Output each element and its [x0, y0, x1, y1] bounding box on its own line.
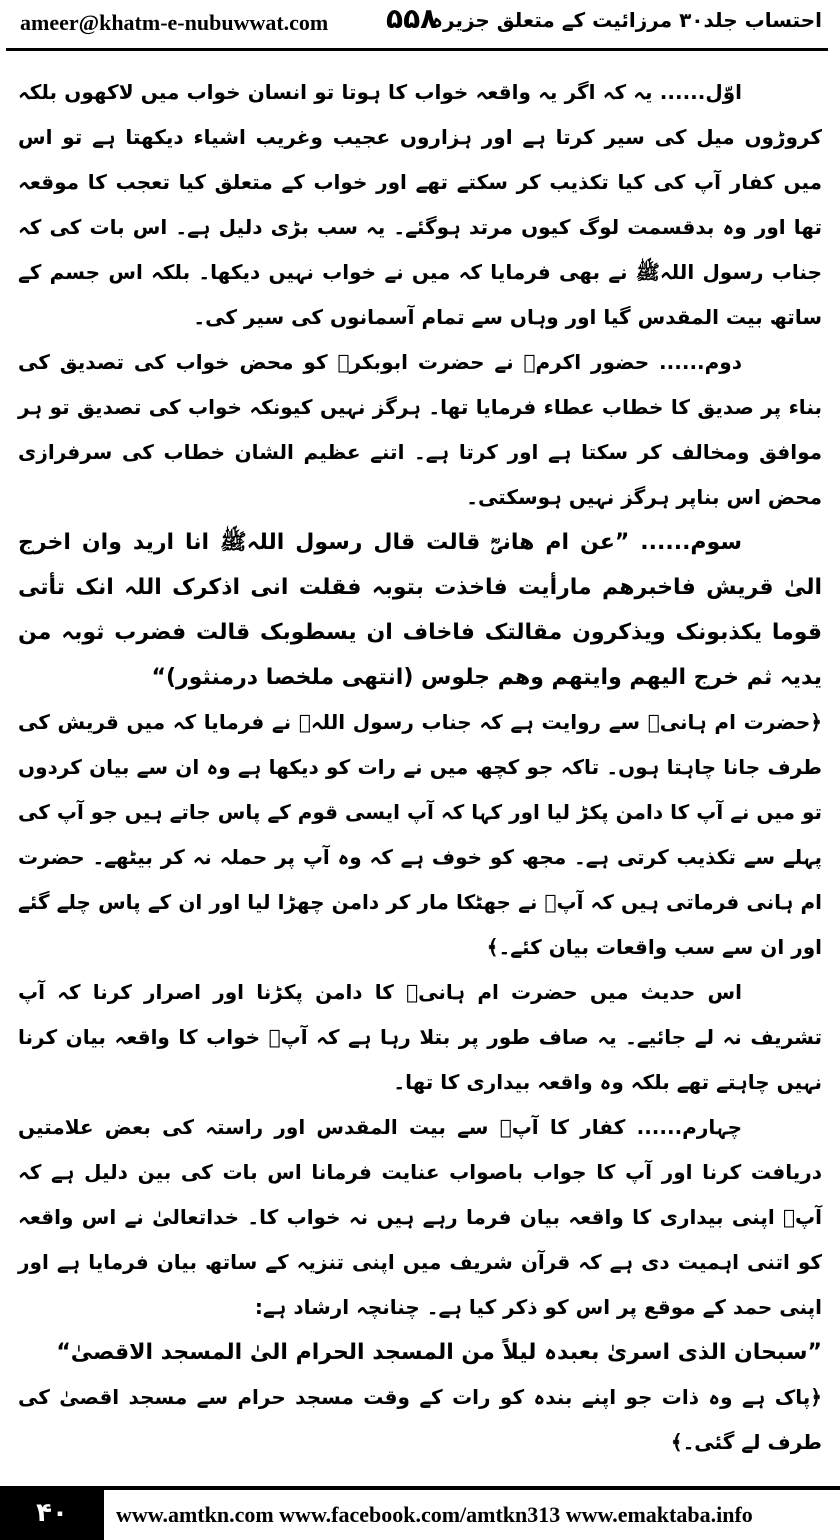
paragraph-text: یہ کہ اگر یہ واقعہ خواب کا ہوتا تو انسان خواب میں لاکھوں بلکہ کروڑوں میل کی سیر کرتا ہے اور ہزاروں عجیب وغریب اشیاء دیکھتا ہے تو اس میں کفار آپ کی کیا تکذیب کر سکتے تھے اور خواب کے متعلق کیا تعجب کا موقعہ تھا اور وہ بدقسمت لوگ کیوں مرتد ہوگئے۔ یہ سب بڑی دلیل ہے۔ اس بات کی کہ جناب رسول اللہﷺ نے بھی فرمایا کہ میں نے خواب نہیں دیکھا۔ بلکہ اس جسم کے ساتھ بیت المقدس گیا اور وہاں سے تمام آسمانوں کی سیر کی۔ — [18, 80, 822, 329]
footer-rule — [104, 1486, 840, 1490]
paragraph-text: کفار کا آپؐ سے بیت المقدس اور راستہ کی بعض علامتیں دریافت کرنا اور آپ کا جواب باصواب عنایت فرمانا اس بات کی بین دلیل ہے کہ آپؐ اپنی بیداری کا واقعہ بیان فرما رہے ہیں نہ خواب کا۔ خداتعالیٰ نے اس واقعہ کو اتنی اہمیت دی ہے کہ قرآن شریف میں اپنی تنزیہ کے ساتھ بیان فرمایا ہے اور اپنی حمد کے موقع پر اس کو ذکر کیا ہے۔ چنانچہ ارشاد ہے: — [18, 1115, 822, 1319]
paragraph-commentary — [18, 970, 822, 1105]
header-rule — [6, 48, 828, 51]
header-page-number: ۵۵۸ — [386, 2, 438, 35]
page-body — [18, 70, 822, 1465]
paragraph-fourth — [18, 1105, 822, 1330]
paragraph-label: چہارم...... — [636, 1115, 742, 1139]
page-footer — [0, 1486, 840, 1540]
page-header — [8, 0, 832, 46]
hadith-translation: ﴿حضرت ام ہانیؓ سے روایت ہے کہ جناب رسول اللہﷺ نے فرمایا کہ میں قریش کی طرف جانا چاہتا ہوں۔ تاکہ جو کچھ میں نے رات کو دیکھا ہے وہ ان سے بیان کردوں تو میں نے آپ کا دامن پکڑ لیا اور کہا کہ آپ ایسی قوم کے پاس جاتے ہیں جو آپ کی پہلے سے تکذیب کرتی ہے۔ مجھ کو خوف ہے کہ وہ آپ پر حملہ نہ کر بیٹھے۔ حضرت ام ہانی فرماتی ہیں کہ آپؐ نے جھٹکا مار کر دامن چھڑا لیا اور ان کے پاس چلے گئے اور ان سے سب واقعات بیان کئے۔﴾ — [18, 710, 822, 959]
footer-number: ۴۰ — [0, 1486, 104, 1540]
header-email: ameer@khatm-e-nubuwwat.com — [20, 10, 329, 35]
hadith-arabic — [18, 520, 822, 700]
quran-verse: ”سبحان الذی اسریٰ بعبدہ لیلاً من المسجد الحرام الیٰ المسجد الاقصیٰ“ — [56, 1340, 822, 1365]
header-title: احتساب جلد۳۰ مرزائیت کے متعلق جزیرہ — [431, 8, 822, 32]
paragraph-label: اوّل...... — [659, 80, 743, 104]
arabic-text: ”عن ام ھانیؓ قالت قال رسول اللہﷺ انا ارید وان اخرج الیٰ قریش فاخبرھم مارأیت فاخذت بتوبہ فقلت انی اذکرک اللہ انک تأتی قوما یکذبونک ویذکرون مقالتک فاخاف ان یسطوبک قالت فضرب ثوبہ من یدیہ ثم خرج الیھم وایتھم وھم جلوس (انتھی ملخصا درمنثور)“ — [18, 530, 822, 690]
paragraph-label: دوم...... — [659, 350, 742, 374]
footer-links: www.amtkn.com www.facebook.com/amtkn313 www.emaktaba.info — [116, 1502, 753, 1527]
paragraph-text: اس حدیث میں حضرت ام ہانیؓ کا دامن پکڑنا اور اصرار کرنا کہ آپ تشریف نہ لے جائیے۔ یہ صاف طور پر بتلا رہا ہے کہ آپؐ خواب کا واقعہ بیان کرنا نہیں چاہتے تھے بلکہ وہ واقعہ بیداری کا تھا۔ — [18, 980, 822, 1094]
quran-translation: ﴿پاک ہے وہ ذات جو اپنے بندہ کو رات کے وقت مسجد حرام سے مسجد اقصیٰ کی طرف لے گئی۔﴾ — [18, 1385, 822, 1454]
paragraph-first — [18, 70, 822, 340]
paragraph-label: سوم...... — [640, 530, 742, 555]
paragraph-second — [18, 340, 822, 520]
paragraph-text: حضور اکرمﷺ نے حضرت ابوبکرؓ کو محض خواب کی تصدیق کی بناء پر صدیق کا خطاب عطاء فرمایا تھا۔ ہرگز نہیں کیونکہ خواب کی تصدیق تو ہر موافق ومخالف کر سکتا ہے اور کرتا ہے۔ اتنے عظیم الشان خطاب کی سرفرازی محض اس بناپر ہرگز نہیں ہوسکتی۔ — [18, 350, 822, 509]
